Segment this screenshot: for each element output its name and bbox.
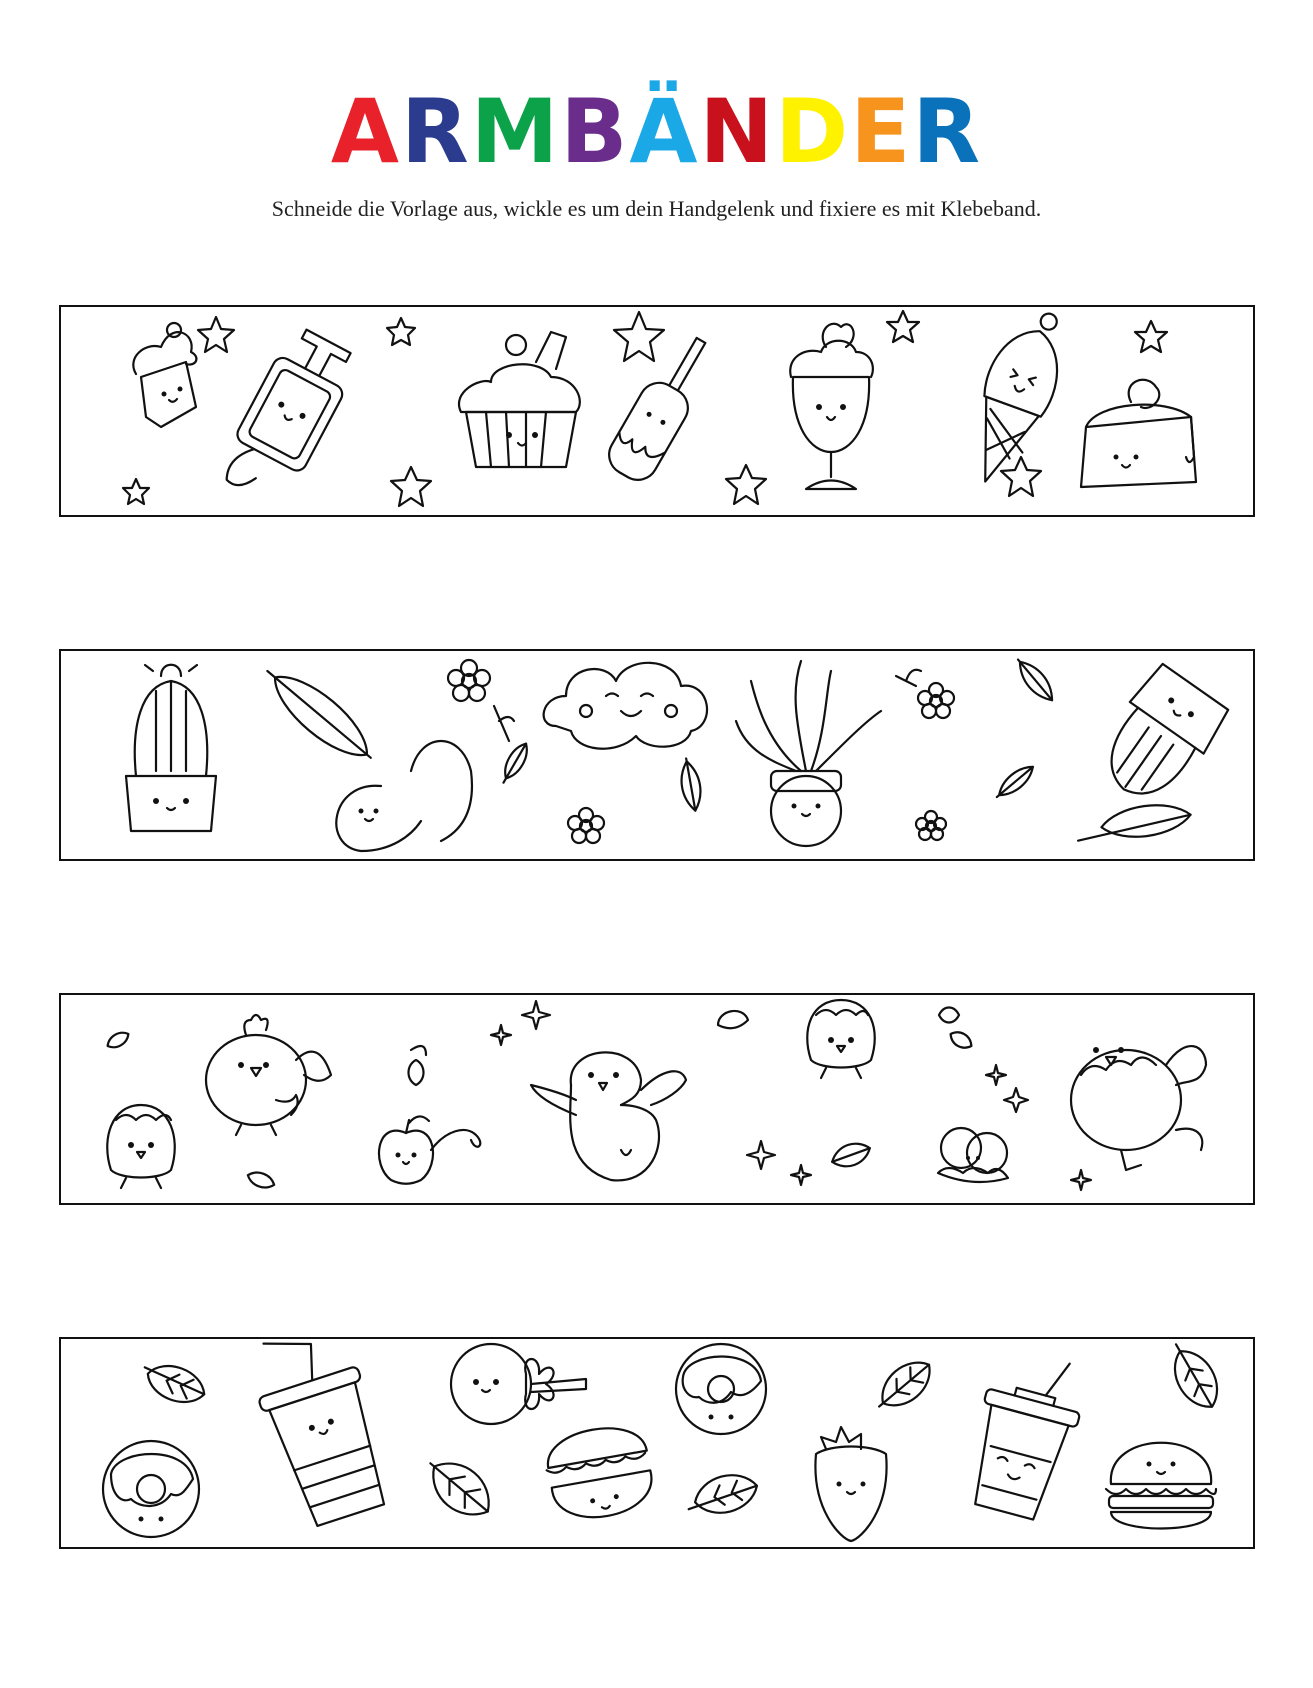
star-icon: [198, 317, 234, 352]
leaf-icon: [718, 1011, 748, 1028]
title-letter: E: [850, 80, 913, 183]
sparkle-icon: [791, 1165, 811, 1185]
lollipop-icon: [451, 1344, 586, 1424]
instructions: Schneide die Vorlage aus, wickle es um dein Handgelenk und fixiere es mit Klebeband.: [271, 196, 1042, 221]
mushroom-icon: [336, 741, 472, 851]
leaf-icon: [105, 1029, 132, 1051]
star-icon: [614, 312, 664, 361]
leaf-icon: [497, 740, 532, 786]
cake-slice-icon: [1081, 380, 1196, 487]
leaf-icon: [417, 1447, 501, 1527]
cupcake-icon: [459, 332, 580, 467]
berries-icon: [938, 1128, 1008, 1182]
star-icon: [726, 465, 766, 504]
cloud-icon: [544, 663, 707, 749]
title-letter: D: [775, 80, 851, 183]
coffee-cup-icon: [958, 1345, 1092, 1524]
cupcake-jar-icon: [133, 323, 196, 427]
flower-icon: [916, 811, 946, 840]
donut-icon: [676, 1344, 766, 1434]
apple-worm-icon: [379, 1116, 480, 1183]
sparkle-icon: [1071, 1170, 1091, 1190]
popsicle-lolly-icon: [215, 324, 362, 511]
star-icon: [391, 467, 431, 506]
leaf-icon: [677, 757, 704, 812]
cactus-icon: [126, 665, 216, 831]
title-letter: M: [470, 80, 561, 183]
flower-icon: [568, 808, 604, 843]
bracelet-strip-sweets[interactable]: [59, 305, 1255, 517]
sparkle-icon: [491, 1025, 511, 1045]
potted-plant-icon: [736, 661, 881, 846]
flower-icon: [896, 670, 954, 718]
leaf-icon: [1160, 1339, 1227, 1416]
ice-cream-cone-icon: [954, 307, 1079, 493]
leaf-icon: [137, 1357, 209, 1410]
strawberry-icon: [815, 1427, 886, 1541]
drink-cup-icon: [243, 1339, 401, 1531]
page-title: [0, 80, 1313, 183]
title-letter: Ä: [629, 80, 700, 183]
cactus-icon: [1087, 661, 1232, 815]
title-letter: R: [912, 80, 983, 183]
title-letter: N: [699, 80, 776, 183]
title-letter: A: [330, 80, 401, 183]
leaf-icon: [409, 1046, 427, 1085]
leaf-icon: [829, 1138, 874, 1171]
bracelet-strip-plants[interactable]: [59, 649, 1255, 861]
star-icon: [1135, 321, 1167, 352]
bird-icon: [206, 1015, 331, 1135]
star-icon: [123, 479, 149, 504]
leaf-icon: [1011, 654, 1059, 706]
sparkle-icon: [522, 1001, 550, 1029]
title-letter: R: [400, 80, 471, 183]
star-icon: [887, 311, 919, 342]
sparkle-icon: [986, 1065, 1006, 1085]
bracelet-strip-birds[interactable]: [59, 993, 1255, 1205]
leaf-icon: [947, 1028, 975, 1052]
bird-icon: [1071, 1046, 1206, 1170]
title-letter: B: [560, 80, 630, 183]
chick-icon: [807, 1000, 875, 1078]
chick-icon: [107, 1105, 175, 1188]
bracelet-strip-food[interactable]: [59, 1337, 1255, 1549]
star-icon: [1001, 457, 1041, 496]
flower-icon: [448, 660, 514, 741]
sparkle-icon: [1004, 1088, 1028, 1112]
sparkle-icon: [747, 1141, 775, 1169]
star-icon: [387, 318, 415, 345]
burger-icon: [1106, 1443, 1216, 1529]
leaf-icon: [939, 1008, 959, 1023]
donut-icon: [103, 1441, 199, 1537]
leaf-icon: [255, 657, 383, 773]
leaf-icon: [683, 1468, 762, 1521]
leaf-icon: [1075, 800, 1193, 846]
leaf-icon: [992, 761, 1038, 803]
leaf-icon: [246, 1169, 277, 1191]
bird-icon: [531, 1052, 686, 1180]
milkshake-glass-icon: [790, 324, 873, 489]
leaf-icon: [869, 1352, 940, 1419]
popsicle-icon: [602, 328, 723, 487]
macaron-icon: [541, 1421, 657, 1525]
